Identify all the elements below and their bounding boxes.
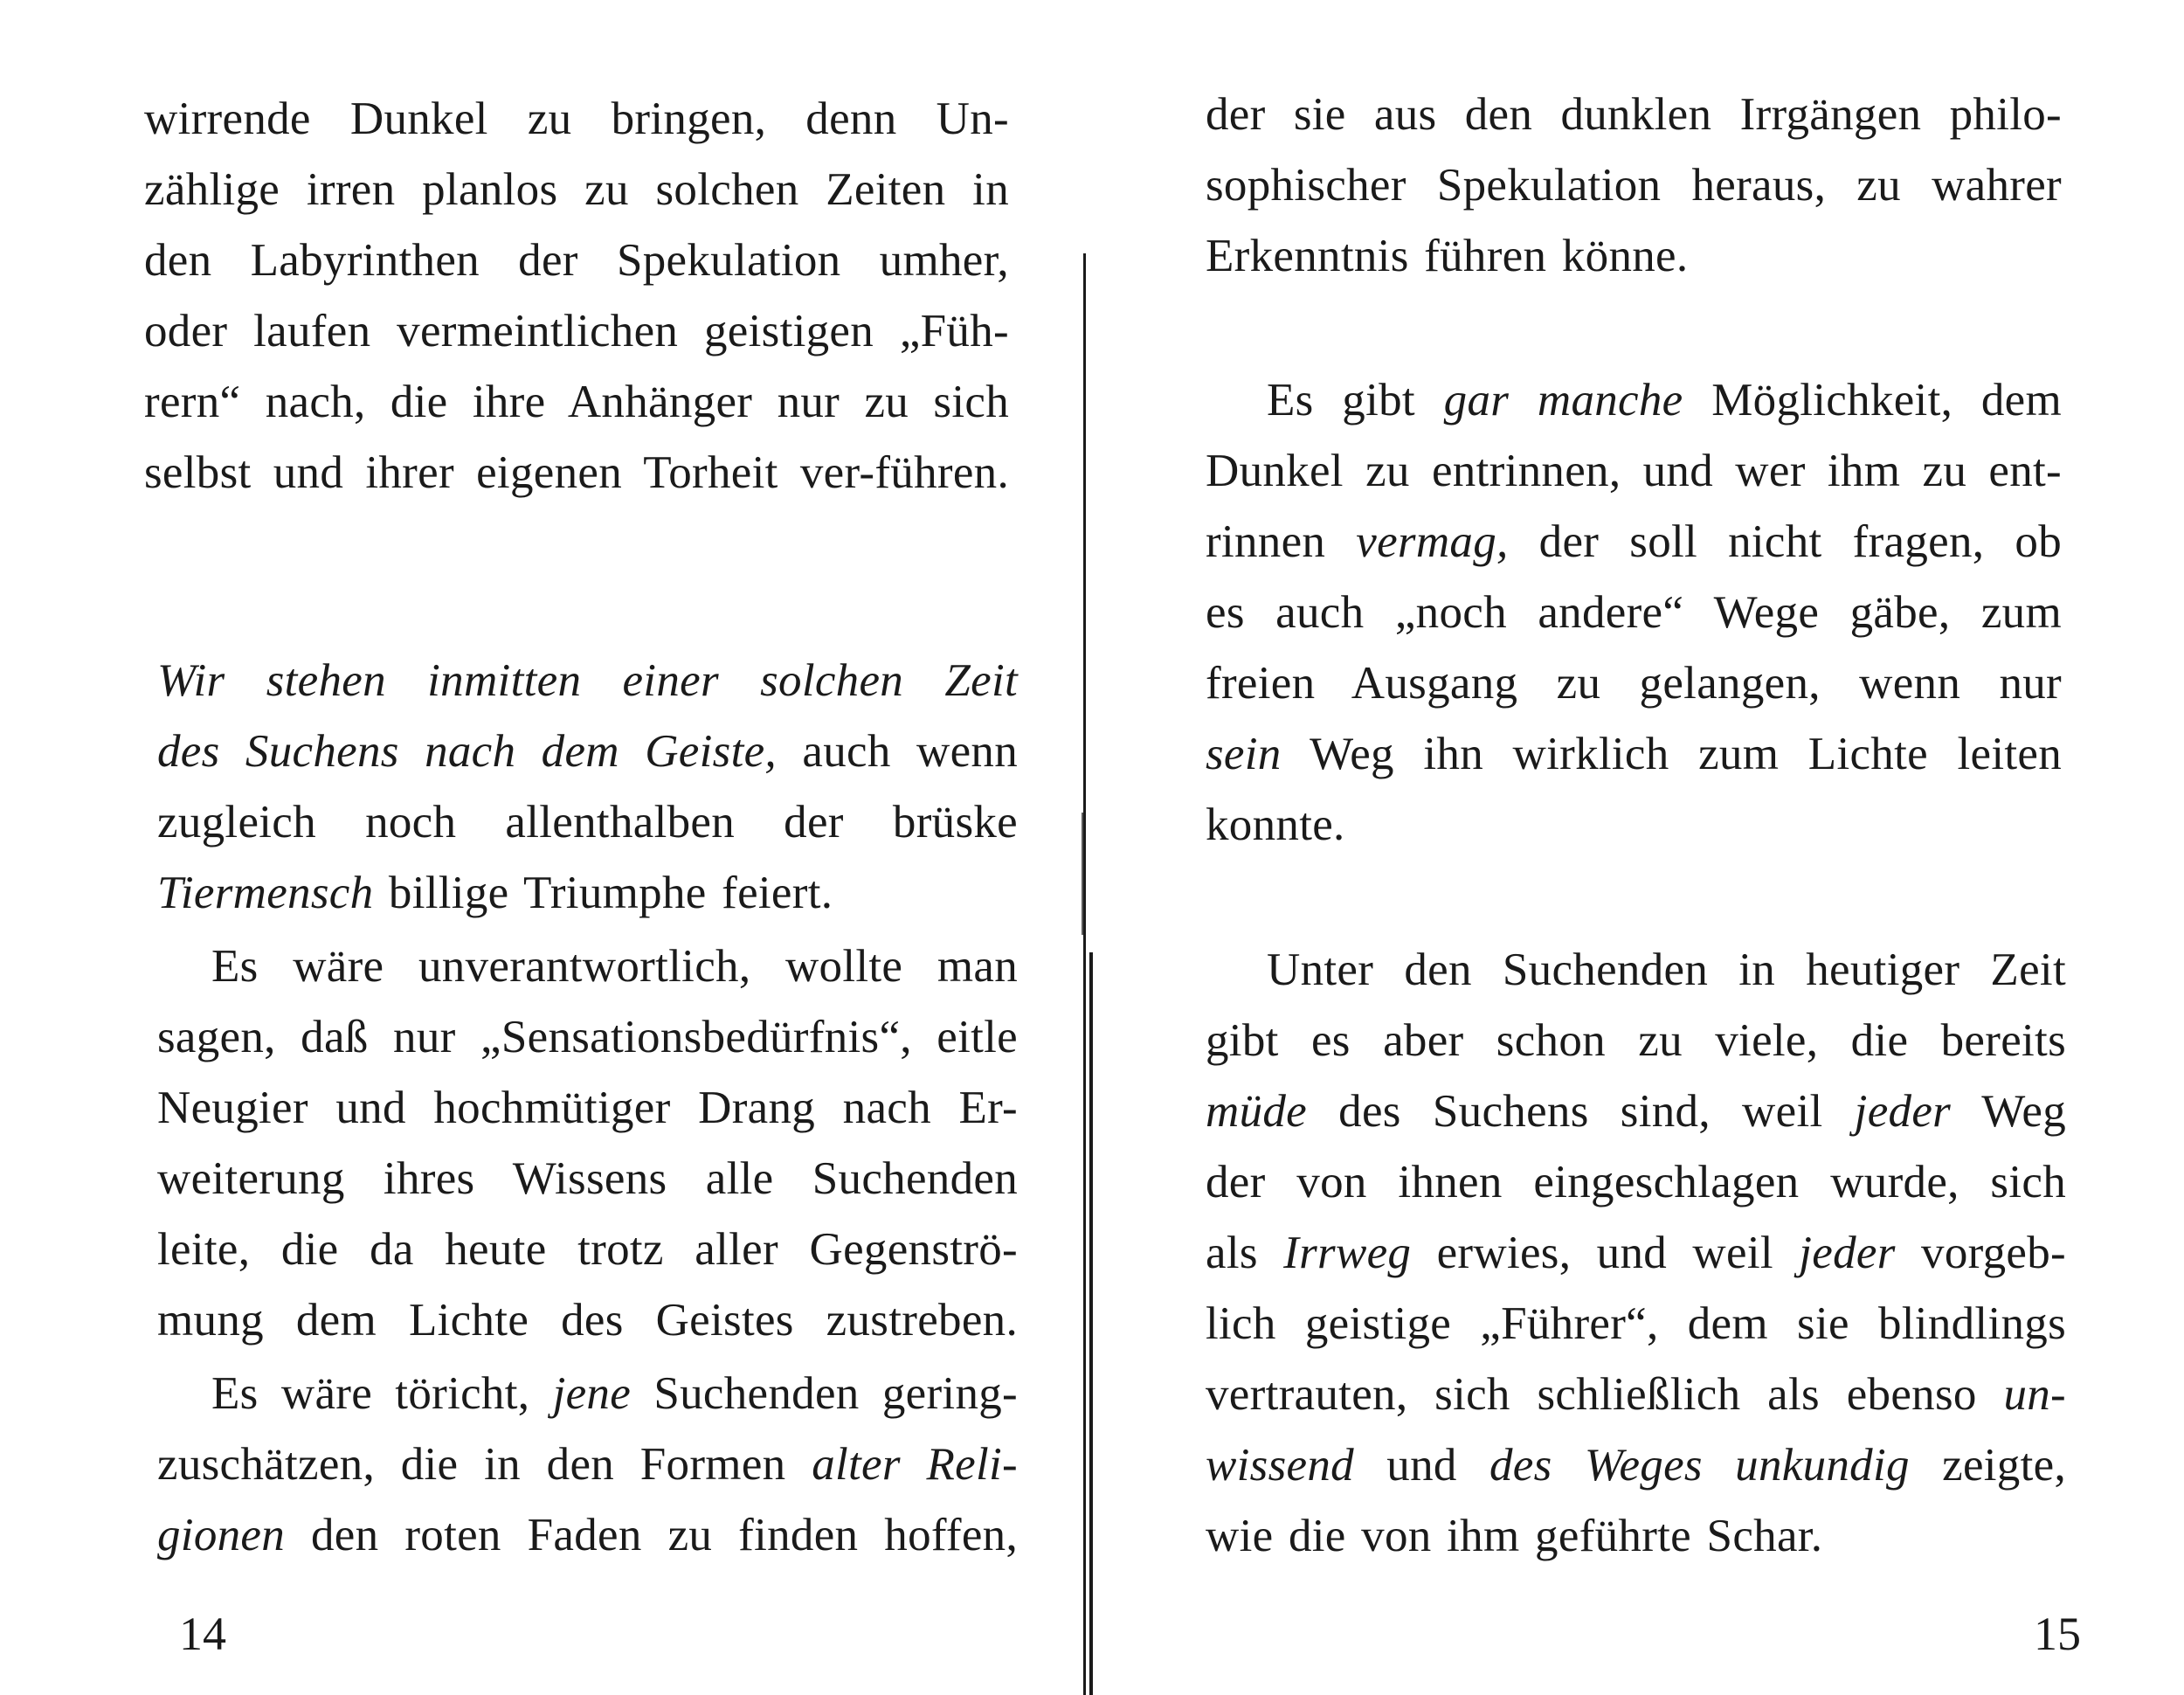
right-page — [1101, 0, 2184, 1695]
right-paragraph-1 — [1206, 80, 2062, 292]
text-line: den Labyrinthen der Spekulation umher, — [144, 235, 1009, 286]
text-span: Weg — [1951, 1086, 2066, 1137]
gutter-shadow-line — [1089, 952, 1093, 1695]
text-line — [1206, 1359, 2066, 1430]
italic-span: Irrweg — [1283, 1228, 1412, 1278]
text-span: vertrauten, sich schließlich als ebenso — [1206, 1369, 2004, 1420]
text-line: sophischer Spekulation heraus, zu wahrer — [1206, 160, 2062, 211]
text-line — [1206, 719, 2062, 790]
text-span: Weg ihn wirklich zum Lichte leiten — [1281, 729, 2062, 779]
italic-span: des Suchens nach dem Geiste, — [157, 726, 777, 777]
italic-span: gar manche — [1443, 375, 1683, 425]
text-span: auch wenn — [777, 726, 1018, 777]
text-line: der von ihnen eingeschlagen wurde, sich — [1206, 1157, 2066, 1207]
page-number-left: 14 — [179, 1608, 226, 1660]
text-line: sagen, daß nur „Sensationsbedürfnis“, eitle — [157, 1012, 1018, 1062]
text-line: wirrende Dunkel zu bringen, denn Un- — [144, 93, 1009, 144]
italic-span: des Weges unkundig — [1489, 1440, 1910, 1491]
text-line: zugleich noch allenthalben der brüske — [157, 797, 1018, 848]
gutter-edge-line — [1083, 253, 1086, 1695]
text-line: es auch „noch andere“ Wege gäbe, zum — [1206, 587, 2062, 638]
italic-span: alter Reli- — [812, 1439, 1019, 1490]
left-paragraph-4 — [157, 1359, 1018, 1571]
text-line: rern“ nach, die ihre Anhänger nur zu sich — [144, 377, 1009, 427]
text-span: Möglichkeit, dem — [1683, 375, 2062, 425]
text-span: Es wäre töricht, — [211, 1368, 553, 1419]
text-span: den roten Faden zu finden hoffen, — [285, 1510, 1018, 1560]
text-line: konnte. — [1206, 799, 1345, 850]
text-span: erwies, und weil — [1411, 1228, 1800, 1278]
text-line: oder laufen vermeintlichen geistigen „Füh- — [144, 306, 1009, 356]
italic-span: Tiermensch — [157, 868, 374, 918]
text-line: zählige irren planlos zu solchen Zeiten in — [144, 164, 1009, 215]
italic-span: jeder — [1854, 1086, 1952, 1137]
italic-span: vermag, — [1356, 516, 1509, 567]
text-line: gibt es aber schon zu viele, die bereits — [1206, 1015, 2066, 1066]
book-gutter — [1082, 253, 1095, 1695]
gutter-mark — [1082, 813, 1083, 935]
italic-span: müde — [1206, 1086, 1307, 1137]
text-line: leite, die da heute trotz aller Gegenströ- — [157, 1224, 1018, 1275]
text-line: Wir stehen inmitten einer solchen Zeit — [157, 655, 1018, 706]
text-line — [1206, 1430, 2066, 1501]
left-paragraph-1 — [144, 84, 1009, 508]
text-line — [157, 1500, 1018, 1571]
italic-span: gionen — [157, 1510, 286, 1560]
text-line — [157, 858, 1018, 929]
text-line — [1206, 1076, 2066, 1147]
text-span: zuschätzen, die in den Formen — [157, 1439, 812, 1490]
text-span: Es gibt — [1267, 375, 1444, 425]
text-span: vorgeb- — [1895, 1228, 2066, 1278]
text-line — [157, 716, 1018, 787]
text-line: weiterung ihres Wissens alle Suchenden — [157, 1153, 1018, 1204]
text-line: selbst und ihrer eigenen Torheit ver-führen. — [144, 447, 1009, 498]
right-paragraph-3 — [1206, 935, 2066, 1572]
page-number-right: 15 — [2034, 1608, 2081, 1660]
left-page — [0, 0, 1075, 1695]
text-line: lich geistige „Führer“, dem sie blindlings — [1206, 1298, 2066, 1349]
italic-span: wissend — [1206, 1440, 1354, 1491]
text-line: der sie aus den dunklen Irrgängen philo- — [1206, 89, 2062, 140]
text-line — [1206, 1218, 2066, 1289]
text-span: als — [1206, 1228, 1284, 1278]
italic-span: jene — [552, 1368, 632, 1419]
text-line: Unter den Suchenden in heutiger Zeit — [1267, 944, 2066, 995]
italic-span: jeder — [1799, 1228, 1896, 1278]
text-span: Suchenden gering- — [631, 1368, 1018, 1419]
text-line: Erkenntnis führen könne. — [1206, 231, 1689, 281]
right-paragraph-2 — [1206, 365, 2062, 861]
text-line: wie die von ihm geführte Schar. — [1206, 1511, 1823, 1561]
left-paragraph-2 — [157, 646, 1018, 929]
text-line — [157, 1359, 1018, 1429]
text-span: der soll nicht fragen, ob — [1508, 516, 2062, 567]
text-line: Neugier und hochmütiger Drang nach Er- — [157, 1083, 1018, 1133]
text-line — [157, 1429, 1018, 1500]
text-span: des Suchens sind, weil — [1307, 1086, 1855, 1137]
text-span: billige Triumphe feiert. — [373, 868, 833, 918]
text-line: Dunkel zu entrinnen, und wer ihm zu ent- — [1206, 446, 2062, 496]
text-line — [1206, 507, 2062, 578]
text-span: und — [1353, 1440, 1489, 1491]
text-line: mung dem Lichte des Geistes zustreben. — [157, 1295, 1018, 1346]
text-line — [1206, 365, 2062, 436]
italic-span: un- — [2003, 1369, 2066, 1420]
text-span: rinnen — [1206, 516, 1357, 567]
italic-span: sein — [1206, 729, 1282, 779]
text-line: freien Ausgang zu gelangen, wenn nur — [1206, 658, 2062, 709]
text-span: zeigte, — [1909, 1440, 2067, 1491]
left-paragraph-3 — [157, 931, 1018, 1356]
text-line: Es wäre unverantwortlich, wollte man — [211, 941, 1018, 992]
